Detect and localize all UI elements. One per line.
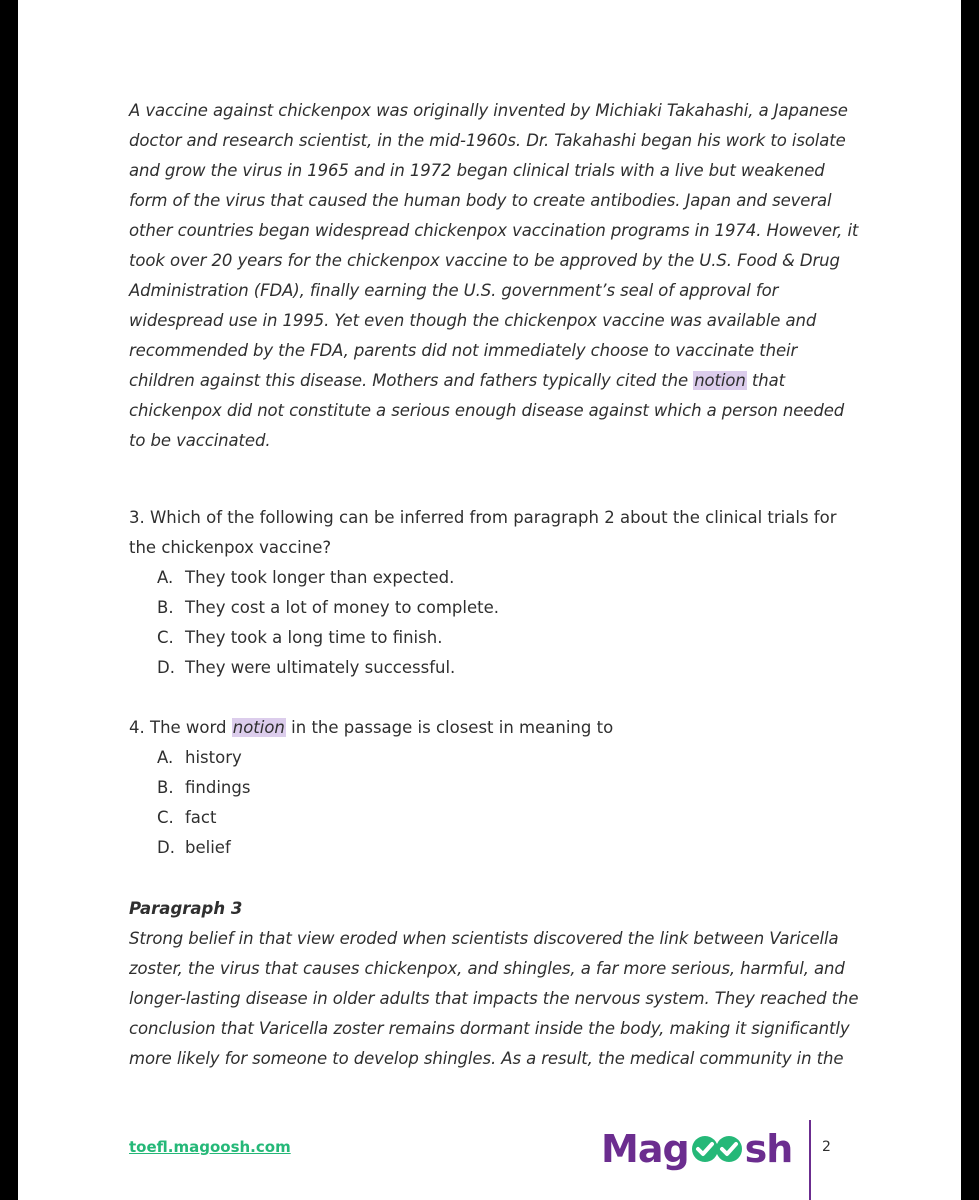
- option-c[interactable]: [129, 803, 864, 833]
- footer-website-link[interactable]: toefl.magoosh.com: [129, 1138, 291, 1156]
- option-d[interactable]: [129, 653, 864, 683]
- option-letter: B.: [157, 598, 174, 617]
- option-text: They took longer than expected.: [185, 568, 455, 587]
- option-letter: D.: [157, 838, 175, 857]
- option-b[interactable]: [129, 773, 864, 803]
- question-3-stem: 3. Which of the following can be inferred from paragraph 2 about the clinical trials for the chickenpox vaccine?: [129, 508, 837, 557]
- option-text: belief: [185, 838, 231, 857]
- option-c[interactable]: [129, 623, 864, 653]
- question-4-stem: [129, 713, 864, 743]
- option-text: They cost a lot of money to complete.: [185, 598, 499, 617]
- passage-text-end: that chickenpox did not constitute a serious enough disease against which a person needed to be vaccinated.: [129, 371, 845, 450]
- option-text: They were ultimately successful.: [185, 658, 456, 677]
- question-4-options: [129, 743, 864, 863]
- option-letter: C.: [157, 628, 174, 647]
- option-letter: A.: [157, 568, 174, 587]
- option-letter: A.: [157, 748, 174, 767]
- option-text: findings: [185, 778, 251, 797]
- magoosh-logo: [601, 1124, 792, 1174]
- question-4-stem-end: in the passage is closest in meaning to: [285, 718, 614, 737]
- option-a[interactable]: [129, 563, 864, 593]
- highlighted-word-notion: notion: [232, 718, 285, 737]
- option-letter: B.: [157, 778, 174, 797]
- logo-text-left: Mag: [601, 1127, 689, 1171]
- passage-text-start: A vaccine against chickenpox was originally invented by Michiaki Takahashi, a Japanese doctor and research scientist, in the mid-1960s. Dr. Takahashi began his work to isolate and grow the virus in 1965 and in 1972 began clinical trials with a live but weakened form of the virus that caused the human body to create antibodies. Japan and several other countries began widespread chickenpox vaccination programs in 1974. However, it took over 20 years for the chickenpox vaccine to be approved by the U.S. Food & Drug Administration (FDA), finally earning the U.S. government’s seal of approval for widespread use in 1995. Yet even though the chickenpox vaccine was available and recommended by the FDA, parents did not immediately choose to vaccinate their children against this disease. Mothers and fathers typically cited the: [129, 101, 859, 390]
- double-check-icon: [690, 1133, 744, 1165]
- option-d[interactable]: [129, 833, 864, 863]
- logo-text-right: sh: [744, 1127, 793, 1171]
- question-4-stem-start: 4. The word: [129, 718, 232, 737]
- option-letter: D.: [157, 658, 175, 677]
- document-page: [18, 0, 961, 1200]
- page-number: 2: [822, 1139, 831, 1155]
- question-3: [129, 503, 864, 683]
- option-text: fact: [185, 808, 217, 827]
- option-letter: C.: [157, 808, 174, 827]
- passage-paragraph-3: Strong belief in that view eroded when scientists discovered the link between Varicella zoster, the virus that causes chickenpox, and shingles, a far more serious, harmful, and longer-lasting disease in older adults that impacts the nervous system. They reached the conclusion that Varicella zoster remains dormant inside the body, making it significantly more likely for someone to develop shingles. As a result, the medical community in the: [129, 929, 859, 1068]
- question-4: [129, 713, 864, 863]
- option-a[interactable]: [129, 743, 864, 773]
- footer-divider: [809, 1120, 811, 1200]
- option-b[interactable]: [129, 593, 864, 623]
- question-3-options: [129, 563, 864, 683]
- highlighted-word-notion: notion: [694, 371, 746, 390]
- option-text: They took a long time to finish.: [185, 628, 443, 647]
- paragraph-3-heading: Paragraph 3: [129, 899, 243, 918]
- option-text: history: [185, 748, 242, 767]
- passage-paragraph-2: [129, 96, 864, 456]
